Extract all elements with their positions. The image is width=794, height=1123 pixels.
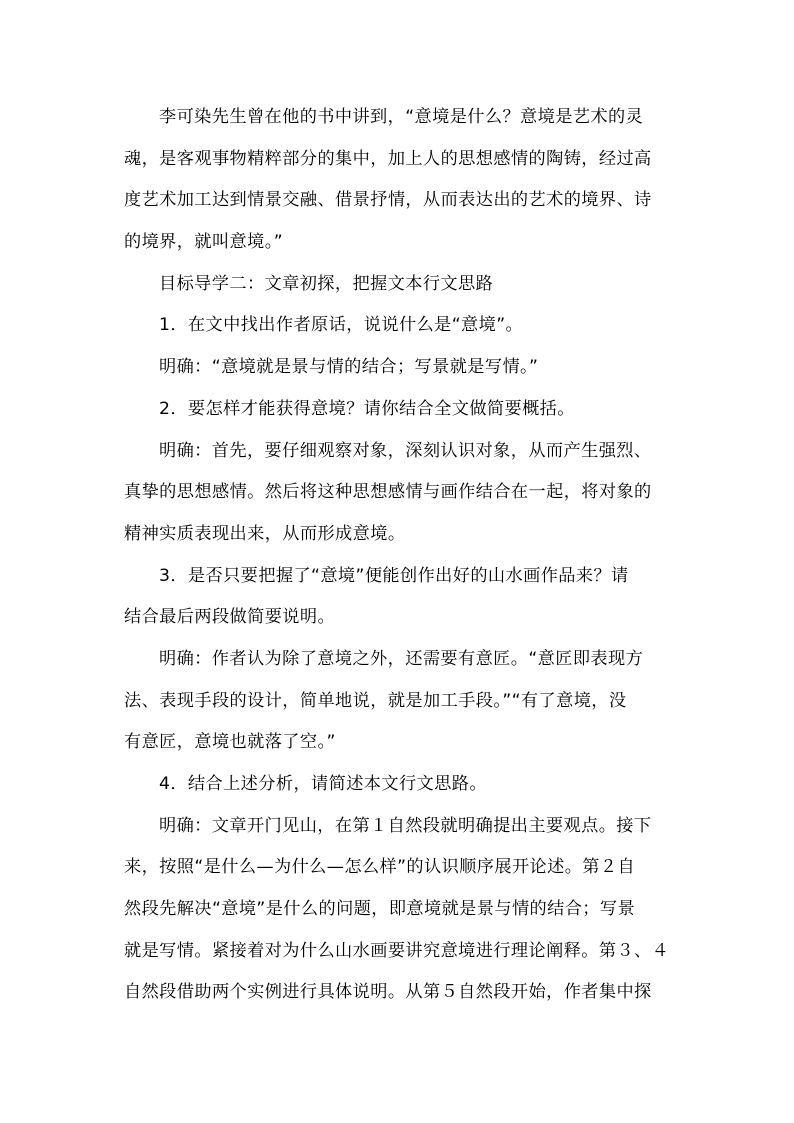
paragraph-line: 法、表现手段的设计，简单地说，就是加工手段。”“有了意境，没: [124, 690, 627, 711]
paragraph-line: 结合最后两段做简要说明。: [124, 607, 336, 628]
paragraph-line: 然段先解决“意境”是什么的问题，即意境就是景与情的结合；写景: [124, 899, 636, 920]
paragraph-line: 的境界，就叫意境。”: [124, 232, 283, 253]
question-2: 2．要怎样才能获得意境？请你结合全文做简要概括。: [159, 398, 575, 419]
section-heading: 目标导学二：文章初探，把握文本行文思路: [159, 273, 494, 294]
document-body: [124, 97, 674, 1014]
paragraph-line: 来，按照“是什么—为什么—怎么样”的认识顺序展开论述。第２自: [124, 857, 636, 878]
question-4: 4．结合上述分析，请简述本文行文思路。: [159, 774, 487, 794]
question-1: 1．在文中找出作者原话，说说什么是“意境”。: [159, 315, 524, 336]
paragraph-line: 李可染先生曾在他的书中讲到，“意境是什么？意境是艺术的灵: [159, 107, 644, 127]
answer-3: 明确：作者认为除了意境之外，还需要有意匠。“意匠即表现方: [159, 648, 644, 669]
paragraph-line: 自然段借助两个实例进行具体说明。从第５自然段开始，作者集中探: [124, 982, 652, 1003]
paragraph-line: 就是写情。紧接着对为什么山水画要讲究意境进行理论阐释。第３、４: [124, 940, 670, 961]
paragraph-line: 精神实质表现出来，从而形成意境。: [124, 523, 406, 544]
paragraph-line: 度艺术加工达到情景交融、借景抒情，从而表达出的艺术的境界、诗: [124, 190, 652, 211]
paragraph-line: 魂，是客观事物精粹部分的集中，加上人的思想感情的陶铸，经过高: [124, 148, 652, 169]
answer-1: 明确：“意境就是景与情的结合；写景就是写情。”: [159, 357, 539, 378]
paragraph-line: 真挚的思想感情。然后将这种思想感情与画作结合在一起，将对象的: [124, 482, 652, 503]
answer-4: 明确：文章开门见山，在第１自然段就明确提出主要观点。接下: [159, 815, 652, 836]
answer-2: 明确：首先，要仔细观察对象，深刻认识对象，从而产生强烈、: [159, 440, 652, 461]
paragraph-line: 有意匠，意境也就落了空。”: [124, 732, 336, 753]
question-3: 3．是否只要把握了“意境”便能创作出好的山水画作品来？请: [159, 565, 629, 586]
